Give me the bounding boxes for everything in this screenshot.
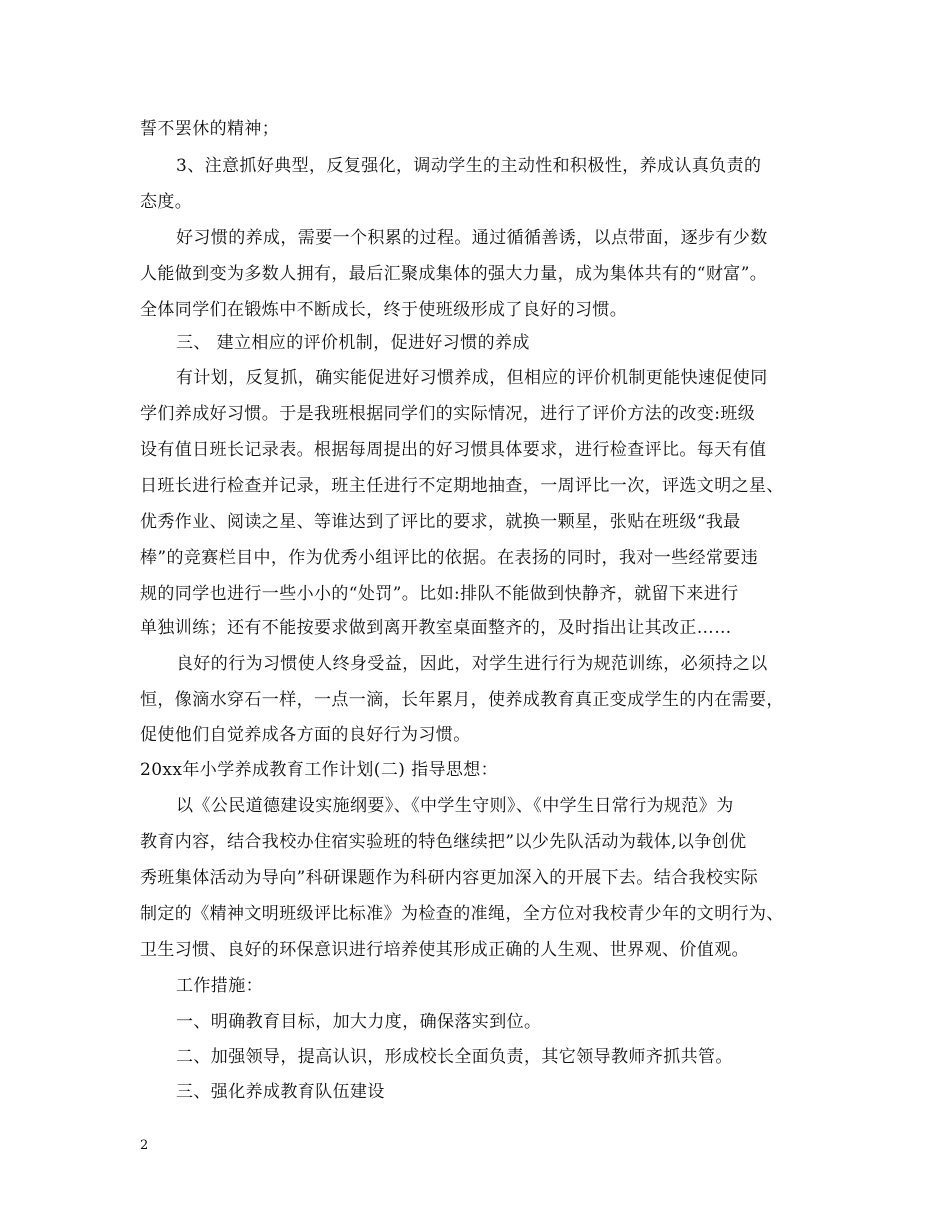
text-line: 棒”的竞赛栏目中，作为优秀小组评比的依据。在表扬的同时，我对一些经常要违 xyxy=(140,548,759,568)
text-line: 人能做到变为多数人拥有，最后汇聚成集体的强大力量，成为集体共有的“财富”。 xyxy=(140,264,768,284)
text-line: 学们养成好习惯。于是我班根据同学们的实际情况，进行了评价方法的改变:班级 xyxy=(140,404,756,424)
text-line: 日班长进行检查并记录，班主任进行不定期地抽查，一周评比一次，评选文明之星、 xyxy=(140,476,784,496)
text-line: 誓不罢休的精神； xyxy=(140,119,280,139)
section-heading: 三、 建立相应的评价机制，促进好习惯的养成 xyxy=(176,333,530,353)
text-line: 有计划，反复抓，确实能促进好习惯养成，但相应的评价机制更能快速促使同 xyxy=(176,368,768,388)
text-line: 好习惯的养成，需要一个积累的过程。通过循循善诱，以点带面，逐步有少数 xyxy=(176,228,768,248)
document-subtitle: 20xx年小学养成教育工作计划(二) 指导思想： xyxy=(140,760,499,780)
text-line: 制定的《精神文明班级评比标准》为检查的准绳，全方位对我校青少年的文明行为、 xyxy=(140,904,784,924)
text-line: 设有值日班长记录表。根据每周提出的好习惯具体要求，进行检查评比。每天有值 xyxy=(140,440,767,460)
page-number: 2 xyxy=(140,1138,149,1153)
text-line: 优秀作业、阅读之星、等谁达到了评比的要求，就换一颗星，张贴在班级“我最 xyxy=(140,512,741,532)
text-line: 以《公民道德建设实施纲要》、《中学生守则》、《中学生日常行为规范》为 xyxy=(176,796,734,816)
text-line: 秀班集体活动为导向”科研课题作为科研内容更加深入的开展下去。结合我校实际 xyxy=(140,868,759,888)
text-line: 态度。 xyxy=(140,192,193,212)
text-line: 教育内容，结合我校办住宿实验班的特色继续把”以少先队活动为载体,以争创优 xyxy=(140,832,747,852)
list-item: 三、强化养成教育队伍建设 xyxy=(176,1082,385,1102)
section-heading: 工作措施： xyxy=(176,976,263,996)
text-line: 良好的行为习惯使人终身受益，因此，对学生进行行为规范训练，必须持之以 xyxy=(176,654,768,674)
text-line: 3、注意抓好典型，反复强化，调动学生的主动性和积极性，养成认真负责的 xyxy=(176,156,762,176)
text-line: 恒，像滴水穿石一样，一点一滴，长年累月，使养成教育真正变成学生的内在需要， xyxy=(140,690,784,710)
list-item: 一、明确教育目标，加大力度，确保落实到位。 xyxy=(176,1012,542,1032)
text-line: 卫生习惯、良好的环保意识进行培养使其形成正确的人生观、世界观、价值观。 xyxy=(140,940,749,960)
text-line: 全体同学们在锻炼中不断成长，终于使班级形成了良好的习惯。 xyxy=(140,300,628,320)
text-line: 单独训练；还有不能按要求做到离开教室桌面整齐的，及时指出让其改正…… xyxy=(140,618,732,638)
text-line: 规的同学也进行一些小小的“处罚”。比如:排队不能做到快静齐，就留下来进行 xyxy=(140,584,739,604)
text-line: 促使他们自觉养成各方面的良好行为习惯。 xyxy=(140,725,471,745)
list-item: 二、加强领导，提高认识，形成校长全面负责，其它领导教师齐抓共管。 xyxy=(176,1047,733,1067)
